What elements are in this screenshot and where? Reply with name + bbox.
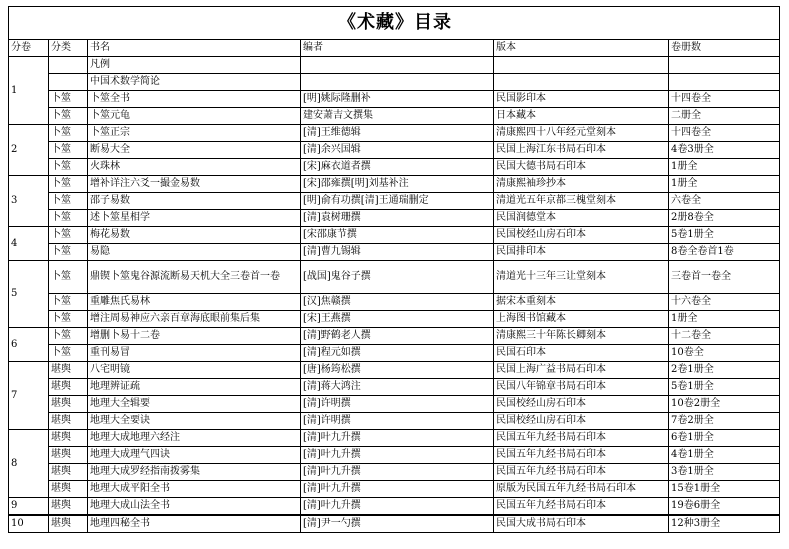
author-cell: [战国]鬼谷子撰 bbox=[301, 261, 494, 294]
category-cell: 堪舆 bbox=[49, 515, 88, 533]
count-cell: 4卷3册全 bbox=[669, 142, 780, 159]
edition-cell: 民国石印本 bbox=[494, 345, 669, 362]
count-cell: 十四卷全 bbox=[669, 125, 780, 142]
category-cell: 堪舆 bbox=[49, 362, 88, 379]
book-cell: 重刊易冒 bbox=[88, 345, 301, 362]
category-cell: 卜筮 bbox=[49, 244, 88, 261]
book-cell: 地理大成罗经指南拨雾集 bbox=[88, 464, 301, 481]
table-row bbox=[9, 176, 780, 193]
count-cell: 5卷1册全 bbox=[669, 227, 780, 244]
author-cell: 建安萧吉文撰集 bbox=[301, 108, 494, 125]
category-cell: 卜筮 bbox=[49, 142, 88, 159]
table-row bbox=[9, 125, 780, 142]
table-row bbox=[9, 193, 780, 210]
count-cell: 三卷首一卷全 bbox=[669, 261, 780, 294]
table-row bbox=[9, 311, 780, 328]
book-cell: 易隐 bbox=[88, 244, 301, 261]
table-row bbox=[9, 447, 780, 464]
count-cell bbox=[669, 57, 780, 74]
category-cell: 卜筮 bbox=[49, 125, 88, 142]
edition-cell: 日本藏本 bbox=[494, 108, 669, 125]
book-cell: 断易大全 bbox=[88, 142, 301, 159]
author-cell: [宋]麻衣道者撰 bbox=[301, 159, 494, 176]
book-cell: 增删卜易十二卷 bbox=[88, 328, 301, 345]
edition-cell: 清道光五年京都三槐堂刻本 bbox=[494, 193, 669, 210]
category-cell: 卜筮 bbox=[49, 227, 88, 244]
author-cell: [宋邵康节撰 bbox=[301, 227, 494, 244]
edition-cell: 民国八年锦章书局石印本 bbox=[494, 379, 669, 396]
author-cell: [清]曹九锡辑 bbox=[301, 244, 494, 261]
author-cell: [明]俞有功撰[清]王通瑞删定 bbox=[301, 193, 494, 210]
category-cell: 卜筮 bbox=[49, 108, 88, 125]
table-row bbox=[9, 328, 780, 345]
author-cell: [清]袁树珊撰 bbox=[301, 210, 494, 227]
volume-cell: 3 bbox=[9, 176, 49, 227]
edition-cell: 民国五年九经书局石印本 bbox=[494, 464, 669, 481]
book-cell: 鼎锲卜筮鬼谷源流断易天机大全三卷首一卷 bbox=[88, 261, 301, 294]
book-cell: 梅花易数 bbox=[88, 227, 301, 244]
count-cell: 4卷1册全 bbox=[669, 447, 780, 464]
book-cell: 地理大成山法全书 bbox=[88, 498, 301, 516]
title-row bbox=[9, 7, 780, 40]
table-row bbox=[9, 362, 780, 379]
author-cell: [清]野鹤老人撰 bbox=[301, 328, 494, 345]
author-cell: [清]叶九升撰 bbox=[301, 481, 494, 498]
category-cell: 堪舆 bbox=[49, 379, 88, 396]
edition-cell: 清康熙四十八年经元堂刻本 bbox=[494, 125, 669, 142]
author-cell: [唐]杨筠松撰 bbox=[301, 362, 494, 379]
edition-cell: 上海图书馆藏本 bbox=[494, 311, 669, 328]
book-cell: 卜筮正宗 bbox=[88, 125, 301, 142]
table-row bbox=[9, 396, 780, 413]
book-cell: 地理大成理气四诀 bbox=[88, 447, 301, 464]
volume-cell: 10 bbox=[9, 515, 49, 533]
author-cell: [清]尹一勺撰 bbox=[301, 515, 494, 533]
category-cell: 堪舆 bbox=[49, 464, 88, 481]
edition-cell: 民国大成书局石印本 bbox=[494, 515, 669, 533]
catalog-table bbox=[8, 6, 780, 533]
category-cell: 卜筮 bbox=[49, 311, 88, 328]
book-cell: 凡例 bbox=[88, 57, 301, 74]
edition-cell: 民国影印本 bbox=[494, 91, 669, 108]
category-cell bbox=[49, 57, 88, 74]
category-cell bbox=[49, 74, 88, 91]
edition-cell: 民国五年九经书局石印本 bbox=[494, 430, 669, 447]
header-book: 书名 bbox=[88, 40, 301, 57]
author-cell: [清]叶九升撰 bbox=[301, 498, 494, 516]
category-cell: 堪舆 bbox=[49, 396, 88, 413]
header-row bbox=[9, 40, 780, 57]
edition-cell: 据宋本重刻本 bbox=[494, 294, 669, 311]
author-cell: [清]叶九升撰 bbox=[301, 430, 494, 447]
table-row bbox=[9, 498, 780, 516]
book-cell: 地理大全辑要 bbox=[88, 396, 301, 413]
count-cell: 12种3册全 bbox=[669, 515, 780, 533]
count-cell: 2册8卷全 bbox=[669, 210, 780, 227]
volume-cell: 5 bbox=[9, 261, 49, 328]
volume-cell: 4 bbox=[9, 227, 49, 261]
table-row bbox=[9, 345, 780, 362]
author-cell: [清]叶九升撰 bbox=[301, 447, 494, 464]
category-cell: 卜筮 bbox=[49, 345, 88, 362]
table-row bbox=[9, 91, 780, 108]
book-cell: 卜筮全书 bbox=[88, 91, 301, 108]
edition-cell: 民国五年九经书局石印本 bbox=[494, 498, 669, 516]
book-cell: 八宅明镜 bbox=[88, 362, 301, 379]
category-cell: 卜筮 bbox=[49, 193, 88, 210]
edition-cell: 民国润德堂本 bbox=[494, 210, 669, 227]
volume-cell: 7 bbox=[9, 362, 49, 430]
table-row bbox=[9, 294, 780, 311]
edition-cell: 原版为民国五年九经书局石印本 bbox=[494, 481, 669, 498]
table-row bbox=[9, 430, 780, 447]
volume-cell: 2 bbox=[9, 125, 49, 176]
table-row bbox=[9, 57, 780, 74]
category-cell: 堪舆 bbox=[49, 413, 88, 430]
book-cell: 邵子易数 bbox=[88, 193, 301, 210]
author-cell: [宋]王燕撰 bbox=[301, 311, 494, 328]
table-row bbox=[9, 261, 780, 294]
book-cell: 地理辨证疏 bbox=[88, 379, 301, 396]
category-cell: 堪舆 bbox=[49, 447, 88, 464]
count-cell: 十二卷全 bbox=[669, 328, 780, 345]
category-cell: 堪舆 bbox=[49, 481, 88, 498]
header-category: 分类 bbox=[49, 40, 88, 57]
count-cell: 8卷全卷首1卷 bbox=[669, 244, 780, 261]
page-title: 《术藏》目录 bbox=[9, 7, 780, 40]
edition-cell bbox=[494, 57, 669, 74]
volume-cell: 9 bbox=[9, 498, 49, 516]
category-cell: 卜筮 bbox=[49, 328, 88, 345]
category-cell: 卜筮 bbox=[49, 210, 88, 227]
count-cell: 十六卷全 bbox=[669, 294, 780, 311]
edition-cell: 民国校经山房石印本 bbox=[494, 396, 669, 413]
header-edition: 版本 bbox=[494, 40, 669, 57]
table-row bbox=[9, 481, 780, 498]
book-cell: 地理大成平阳全书 bbox=[88, 481, 301, 498]
edition-cell: 民国校经山房石印本 bbox=[494, 413, 669, 430]
author-cell: [清]王维德辑 bbox=[301, 125, 494, 142]
table-row bbox=[9, 244, 780, 261]
count-cell: 15卷1册全 bbox=[669, 481, 780, 498]
table-row bbox=[9, 159, 780, 176]
count-cell: 6卷1册全 bbox=[669, 430, 780, 447]
author-cell bbox=[301, 57, 494, 74]
count-cell: 10卷全 bbox=[669, 345, 780, 362]
author-cell: [清]程元如撰 bbox=[301, 345, 494, 362]
table-row bbox=[9, 515, 780, 533]
count-cell: 十四卷全 bbox=[669, 91, 780, 108]
author-cell: [清]许明撰 bbox=[301, 396, 494, 413]
edition-cell: 民国大德书局石印本 bbox=[494, 159, 669, 176]
author-cell: [清]蒋大鸿注 bbox=[301, 379, 494, 396]
book-cell: 重雕焦氏易林 bbox=[88, 294, 301, 311]
edition-cell: 清道光十三年三让堂刻本 bbox=[494, 261, 669, 294]
book-cell: 增补详注六爻一撮金易数 bbox=[88, 176, 301, 193]
table-row bbox=[9, 74, 780, 91]
edition-cell: 民国上海江东书局石印本 bbox=[494, 142, 669, 159]
count-cell: 10卷2册全 bbox=[669, 396, 780, 413]
count-cell: 1册全 bbox=[669, 311, 780, 328]
edition-cell: 民国校经山房石印本 bbox=[494, 227, 669, 244]
count-cell: 二册全 bbox=[669, 108, 780, 125]
edition-cell: 民国上海广益书局石印本 bbox=[494, 362, 669, 379]
count-cell: 19卷6册全 bbox=[669, 498, 780, 516]
edition-cell: 清康熙三十年陈长卿刻本 bbox=[494, 328, 669, 345]
author-cell: [明]姚际隆删补 bbox=[301, 91, 494, 108]
author-cell: [清]许明撰 bbox=[301, 413, 494, 430]
book-cell: 卜筮元龟 bbox=[88, 108, 301, 125]
count-cell: 六卷全 bbox=[669, 193, 780, 210]
edition-cell: 清康熙袖珍抄本 bbox=[494, 176, 669, 193]
author-cell: [汉]焦赣撰 bbox=[301, 294, 494, 311]
count-cell: 1册全 bbox=[669, 176, 780, 193]
book-cell: 地理四秘全书 bbox=[88, 515, 301, 533]
category-cell: 卜筮 bbox=[49, 261, 88, 294]
edition-cell: 民国五年九经书局石印本 bbox=[494, 447, 669, 464]
table-row bbox=[9, 108, 780, 125]
table-row bbox=[9, 227, 780, 244]
count-cell: 2卷1册全 bbox=[669, 362, 780, 379]
author-cell: [宋]邵雍撰[明]刘基补注 bbox=[301, 176, 494, 193]
category-cell: 堪舆 bbox=[49, 498, 88, 516]
header-author: 编者 bbox=[301, 40, 494, 57]
table-row bbox=[9, 379, 780, 396]
volume-cell: 6 bbox=[9, 328, 49, 362]
count-cell: 3卷1册全 bbox=[669, 464, 780, 481]
category-cell: 卜筮 bbox=[49, 91, 88, 108]
count-cell: 1册全 bbox=[669, 159, 780, 176]
header-volume: 分卷 bbox=[9, 40, 49, 57]
category-cell: 卜筮 bbox=[49, 159, 88, 176]
author-cell: [清]叶九升撰 bbox=[301, 464, 494, 481]
count-cell: 5卷1册全 bbox=[669, 379, 780, 396]
category-cell: 卜筮 bbox=[49, 176, 88, 193]
edition-cell: 民国排印本 bbox=[494, 244, 669, 261]
edition-cell bbox=[494, 74, 669, 91]
book-cell: 火珠林 bbox=[88, 159, 301, 176]
table-row bbox=[9, 142, 780, 159]
volume-cell: 1 bbox=[9, 57, 49, 125]
count-cell: 7卷2册全 bbox=[669, 413, 780, 430]
table-row bbox=[9, 210, 780, 227]
table-row bbox=[9, 464, 780, 481]
book-cell: 述卜筮星相学 bbox=[88, 210, 301, 227]
book-cell: 中国术数学简论 bbox=[88, 74, 301, 91]
book-cell: 地理大全要诀 bbox=[88, 413, 301, 430]
author-cell bbox=[301, 74, 494, 91]
count-cell bbox=[669, 74, 780, 91]
category-cell: 卜筮 bbox=[49, 294, 88, 311]
book-cell: 地理大成地理六经注 bbox=[88, 430, 301, 447]
category-cell: 堪舆 bbox=[49, 430, 88, 447]
book-cell: 增注周易神应六亲百章海底眼前集后集 bbox=[88, 311, 301, 328]
header-count: 卷册数 bbox=[669, 40, 780, 57]
table-row bbox=[9, 413, 780, 430]
volume-cell: 8 bbox=[9, 430, 49, 498]
author-cell: [清]余兴国辑 bbox=[301, 142, 494, 159]
